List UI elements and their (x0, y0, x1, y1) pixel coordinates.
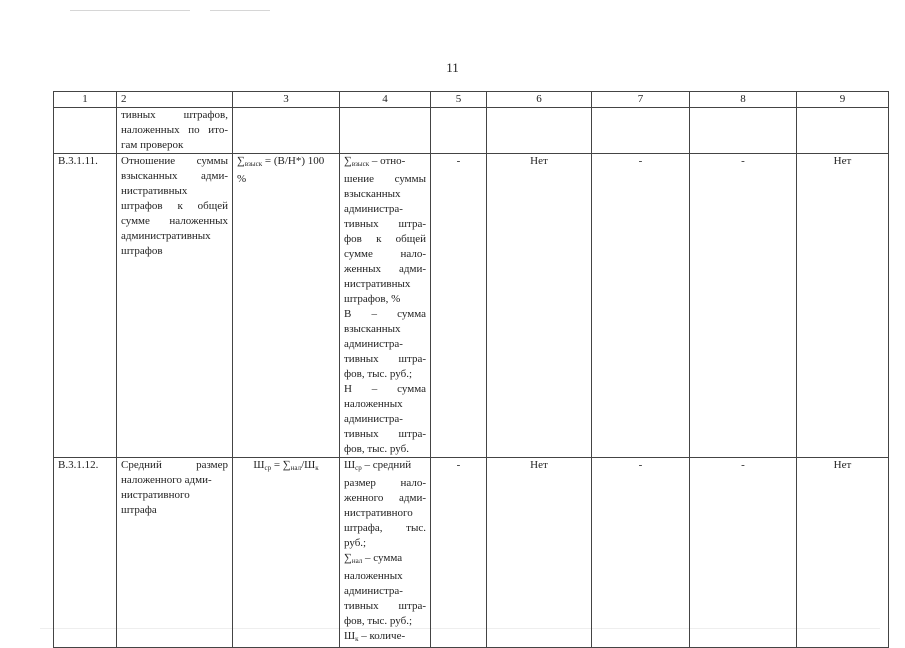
desc-symbol: ∑ (344, 552, 352, 564)
indicator-table (53, 91, 889, 648)
table-cell (54, 108, 117, 154)
text-line: администра- (344, 413, 403, 425)
desc-text: – отно- (369, 155, 406, 167)
table-cell: Нет (487, 458, 592, 648)
text-line: тивных штра- (344, 353, 426, 365)
text-line: фов к общей (344, 233, 426, 245)
table-row-continuation (54, 108, 889, 154)
text-line: взысканных адми- (121, 170, 228, 182)
desc-subscript: нал (351, 557, 363, 565)
text-line: штрафов, % (344, 293, 401, 305)
text-line: штрафов к общей (121, 200, 228, 212)
table-cell: Нет (797, 458, 889, 648)
table-cell: Нет (487, 154, 592, 458)
formula-cell (233, 458, 340, 648)
text-line: Отношение суммы (121, 155, 228, 167)
desc-text: – сумма (362, 552, 403, 564)
name-cell (117, 108, 233, 154)
page-number: 11 (446, 60, 459, 75)
table-cell (487, 108, 592, 154)
table-cell (690, 108, 797, 154)
desc-subscript: ср (355, 464, 362, 472)
formula-subscript: нал (290, 464, 302, 472)
table-cell (233, 108, 340, 154)
text-line: сумме наложенных (121, 215, 228, 227)
table-cell: Нет (797, 154, 889, 458)
desc-text: – количе- (358, 630, 406, 642)
code-cell: В.3.1.11. (54, 154, 117, 458)
header-cell: 5 (431, 92, 487, 108)
header-row (54, 92, 889, 108)
header-cell: 6 (487, 92, 592, 108)
table-row-b3112 (54, 458, 889, 648)
table-cell (592, 108, 690, 154)
formula-subscript: ср (264, 464, 272, 472)
text-line: нистративных (121, 185, 188, 197)
table-cell: - (690, 458, 797, 648)
text-line: администра- (344, 338, 403, 350)
desc-text: – средний (361, 459, 412, 471)
text-line: наложенного адми- (121, 474, 212, 486)
text-line: фов, тыс. руб. (344, 443, 409, 455)
table-cell: - (690, 154, 797, 458)
name-cell (117, 154, 233, 458)
code-cell: В.3.1.12. (54, 458, 117, 648)
desc-subscript: взыск (351, 160, 370, 168)
text-line: женного адми- (344, 492, 426, 504)
text-line: нистративного (344, 507, 413, 519)
header-cell: 4 (340, 92, 431, 108)
text-line: тивных штра- (344, 218, 426, 230)
text-line: наложенных по ито- (121, 124, 228, 136)
formula-cell (233, 154, 340, 458)
table-row-b3111 (54, 154, 889, 458)
desc-symbol: ∑ (344, 155, 352, 167)
header-cell: 3 (233, 92, 340, 108)
text-line: взысканных (344, 323, 401, 335)
text-line: руб.; (344, 537, 367, 549)
table-cell: - (592, 458, 690, 648)
table-cell: - (431, 458, 487, 648)
text-line: женных адми- (344, 263, 426, 275)
text-line: фов, тыс. руб.; (344, 615, 413, 627)
header-cell: 8 (690, 92, 797, 108)
desc-symbol: Ш (344, 630, 356, 642)
text-line: тивных штра- (344, 428, 426, 440)
text-line: Н – сумма (344, 383, 426, 395)
formula-symbol: ∑ (237, 155, 245, 167)
formula-subscript: взыск (244, 160, 263, 168)
name-cell (117, 458, 233, 648)
table-cell: - (592, 154, 690, 458)
desc-symbol: Ш (344, 459, 356, 471)
text-line: штрафа (121, 504, 157, 516)
desc-subscript: к (355, 635, 359, 643)
table-cell (797, 108, 889, 154)
text-line: наложенных (344, 570, 403, 582)
text-line: взысканных (344, 188, 401, 200)
scan-noise (70, 10, 190, 11)
text-line: администра- (344, 585, 403, 597)
text-line: гам проверок (121, 139, 184, 151)
scan-noise (210, 10, 270, 11)
table-cell: - (431, 154, 487, 458)
header-cell: 7 (592, 92, 690, 108)
text-line: тивных штрафов, (121, 109, 228, 121)
text-line: наложенных (344, 398, 403, 410)
formula-text: = ∑ (271, 459, 291, 471)
formula-text: /Ш (301, 459, 316, 471)
text-line: штрафов (121, 245, 163, 257)
text-line: административных (121, 230, 211, 242)
text-line: В – сумма (344, 308, 426, 320)
description-cell (340, 458, 431, 648)
text-line: нистративного (121, 489, 190, 501)
text-line: сумме нало- (344, 248, 426, 260)
formula-text: Ш (253, 459, 265, 471)
header-cell: 2 (117, 92, 233, 108)
table-cell (431, 108, 487, 154)
text-line: администра- (344, 203, 403, 215)
text-line: Средний размер (121, 459, 228, 471)
text-line: нистративных (344, 278, 411, 290)
text-line: штрафа, тыс. (344, 522, 426, 534)
table-cell (340, 108, 431, 154)
formula-subscript: к (315, 464, 319, 472)
text-line: тивных штра- (344, 600, 426, 612)
text-line: шение суммы (344, 173, 426, 185)
text-line: фов, тыс. руб.; (344, 368, 413, 380)
description-cell (340, 154, 431, 458)
text-line: размер нало- (344, 477, 426, 489)
formula-text: = (В/Н*) 100 % (237, 155, 325, 185)
header-cell: 1 (54, 92, 117, 108)
header-cell: 9 (797, 92, 889, 108)
